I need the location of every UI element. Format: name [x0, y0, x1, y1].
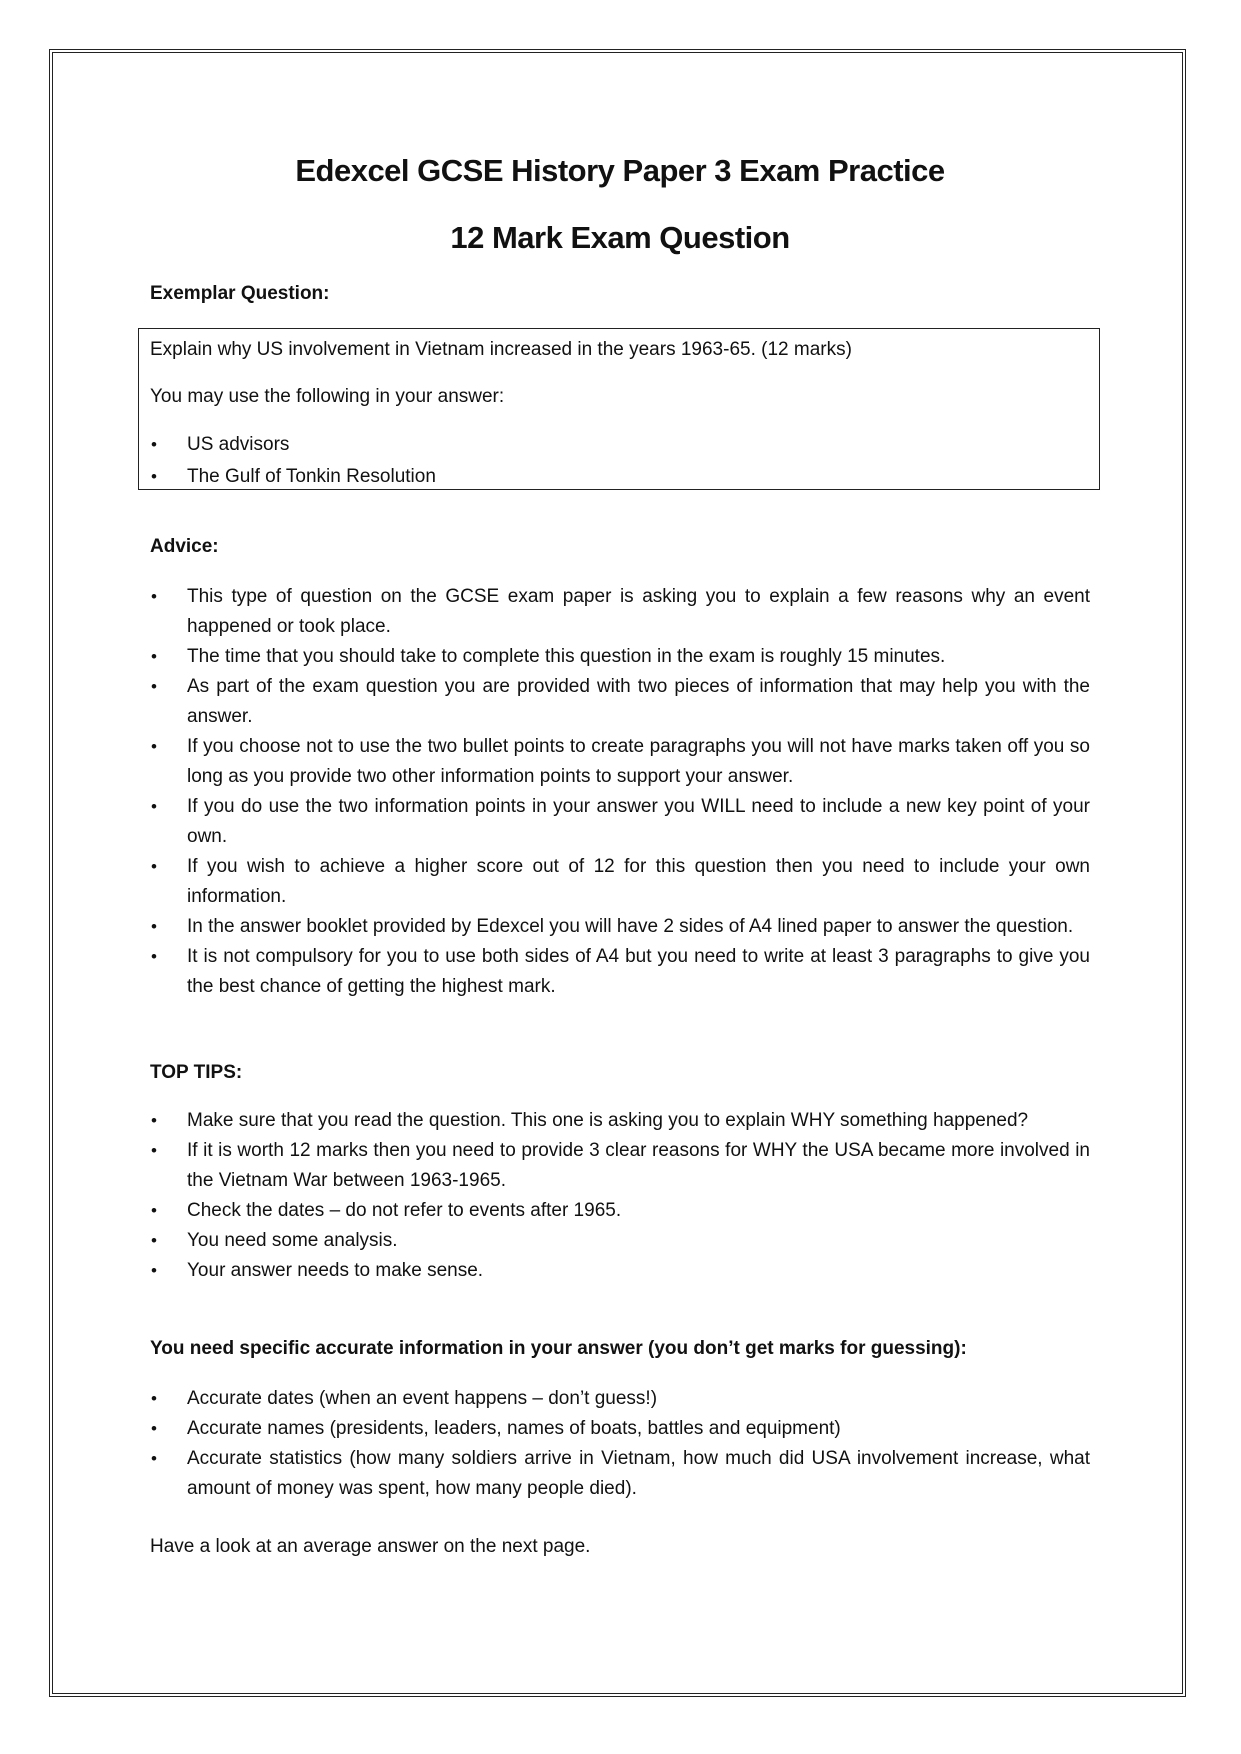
list-item: • You need some analysis. — [150, 1226, 1090, 1256]
document-title: Edexcel GCSE History Paper 3 Exam Practice — [295, 153, 945, 188]
accuracy-heading: You need specific accurate information in your answer (you don’t get marks for guessing): — [150, 1338, 967, 1359]
top-tips-list — [150, 1106, 1090, 1286]
list-item: • US advisors — [150, 429, 1088, 461]
advice-heading: Advice: — [150, 536, 219, 557]
bullet-icon: • — [151, 1201, 157, 1220]
top-tips-heading: TOP TIPS: — [150, 1062, 243, 1083]
bullet-icon: • — [151, 677, 157, 696]
bullet-icon: • — [151, 1449, 157, 1468]
bullet-icon: • — [151, 1389, 157, 1408]
bullet-icon: • — [151, 467, 157, 486]
bullet-icon: • — [151, 917, 157, 936]
exemplar-prompt: You may use the following in your answer: — [150, 386, 505, 407]
list-item: • It is not compulsory for you to use both sides of A4 but you need to write at least 3 paragraphs to give you the best chance of getting the highest mark. — [150, 942, 1090, 1002]
bullet-icon: • — [151, 435, 157, 454]
bullet-icon: • — [151, 587, 157, 606]
bullet-icon: • — [151, 647, 157, 666]
exemplar-heading: Exemplar Question: — [150, 283, 330, 304]
list-item: • As part of the exam question you are provided with two pieces of information that may help you with the answer. — [150, 672, 1090, 732]
bullet-icon: • — [151, 737, 157, 756]
list-item: • Check the dates – do not refer to events after 1965. — [150, 1196, 1090, 1226]
bullet-icon: • — [151, 1141, 157, 1160]
list-item: • If you choose not to use the two bullet points to create paragraphs you will not have marks taken off you so long as you provide two other information points to support your answer. — [150, 732, 1090, 792]
exemplar-question: Explain why US involvement in Vietnam increased in the years 1963-65. (12 marks) — [150, 339, 852, 360]
list-item: • Accurate statistics (how many soldiers arrive in Vietnam, how much did USA involvement increase, what amount of money was spent, how many people died). — [150, 1444, 1090, 1504]
bullet-icon: • — [151, 947, 157, 966]
bullet-icon: • — [151, 857, 157, 876]
list-item: • If you do use the two information points in your answer you WILL need to include a new key point of your own. — [150, 792, 1090, 852]
bullet-icon: • — [151, 1261, 157, 1280]
list-item: • Accurate dates (when an event happens – don’t guess!) — [150, 1384, 1090, 1414]
list-item: • If it is worth 12 marks then you need to provide 3 clear reasons for WHY the USA became more involved in the Vietnam War between 1963-1965. — [150, 1136, 1090, 1196]
exemplar-points — [150, 429, 1088, 493]
accuracy-list — [150, 1384, 1090, 1504]
list-item: • The Gulf of Tonkin Resolution — [150, 461, 1088, 493]
list-item: • This type of question on the GCSE exam paper is asking you to explain a few reasons why an event happened or took place. — [150, 582, 1090, 642]
document-subtitle: 12 Mark Exam Question — [450, 220, 790, 255]
list-item: • Your answer needs to make sense. — [150, 1256, 1090, 1286]
list-item: • Accurate names (presidents, leaders, names of boats, battles and equipment) — [150, 1414, 1090, 1444]
closing-note: Have a look at an average answer on the next page. — [150, 1536, 591, 1557]
list-item: • In the answer booklet provided by Edexcel you will have 2 sides of A4 lined paper to answer the question. — [150, 912, 1090, 942]
list-item: • If you wish to achieve a higher score out of 12 for this question then you need to include your own information. — [150, 852, 1090, 912]
exemplar-question-box — [138, 328, 1100, 490]
advice-list — [150, 582, 1090, 1002]
bullet-icon: • — [151, 1111, 157, 1130]
bullet-icon: • — [151, 1231, 157, 1250]
bullet-icon: • — [151, 1419, 157, 1438]
list-item: • Make sure that you read the question. This one is asking you to explain WHY something happened? — [150, 1106, 1090, 1136]
list-item: • The time that you should take to complete this question in the exam is roughly 15 minutes. — [150, 642, 1090, 672]
bullet-icon: • — [151, 797, 157, 816]
